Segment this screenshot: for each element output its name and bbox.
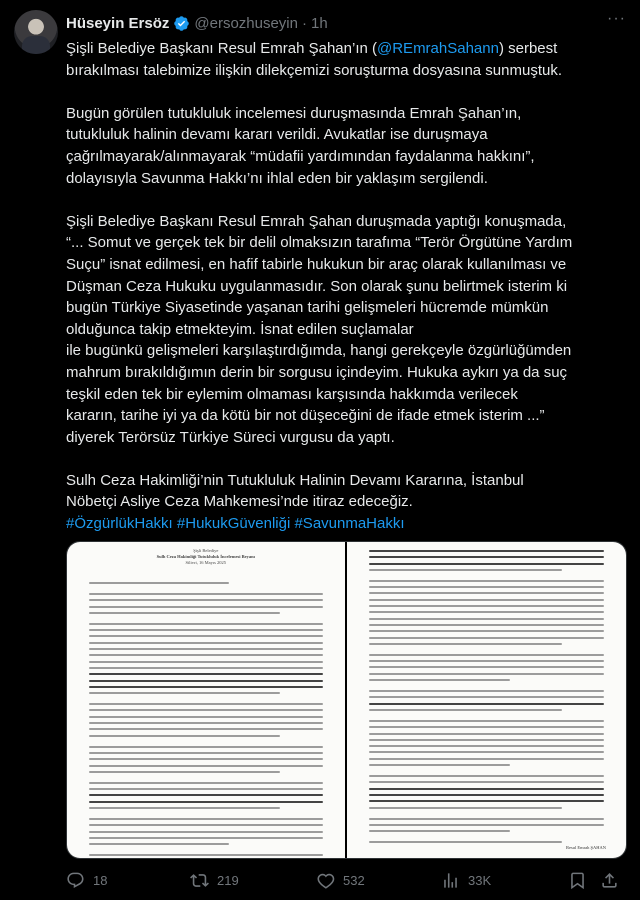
tweet-text: [66, 38, 626, 535]
mention-link[interactable]: @REmrahSahann: [377, 40, 499, 57]
author-avatar[interactable]: [14, 10, 58, 54]
document-text-line: [89, 635, 323, 637]
bookmark-button[interactable]: [568, 871, 587, 890]
document-text-line: [369, 709, 562, 711]
document-text-line: [89, 709, 323, 711]
reply-icon: [66, 871, 85, 890]
document-text-line: [89, 716, 323, 718]
document-text-line: [89, 801, 323, 803]
document-text-line: [369, 605, 605, 607]
document-text-lines: [89, 582, 323, 858]
text-line: Şişli Belediye Başkanı Resul Emrah Şahan duruşmada yaptığı konuşmada,: [66, 212, 567, 230]
document-text-line: [369, 556, 605, 558]
document-text-line: [369, 666, 605, 668]
document-text-line: [89, 831, 323, 833]
document-text-line: [369, 824, 605, 826]
text-line: Bugün görülen tutukluluk incelemesi duruşmasında Emrah Şahan’ın,: [66, 104, 522, 122]
document-text-line: [89, 642, 323, 644]
document-text-line: [369, 807, 562, 809]
tweet-paragraph-1: [66, 38, 626, 81]
text-line: bugün Türkiye Siyasetinde yaşanan tarihi gelişmeleri hücremde mümkün: [66, 299, 549, 317]
views-button[interactable]: [441, 871, 491, 890]
document-text-line: [369, 611, 605, 613]
document-text-line: [89, 612, 280, 614]
tweet-paragraph-2: [66, 103, 626, 189]
document-text-line: [369, 781, 605, 783]
heart-icon: [316, 871, 335, 890]
tweet-time[interactable]: 1h: [310, 14, 328, 32]
text-line: kararın, tarihe iyi ya da kötü bir not düşeceğini de ifade etmek isterim ...”: [66, 407, 545, 425]
hashtag-link[interactable]: #HukukGüvenliği: [176, 515, 291, 533]
document-text-line: [369, 637, 605, 639]
verified-badge-icon: [173, 15, 190, 32]
document-text-line: [369, 751, 605, 753]
document-text-line: [369, 733, 605, 735]
document-text-line: [369, 599, 605, 601]
document-header-line: Şişli Belediye: [193, 548, 219, 553]
document-text-line: [89, 606, 323, 608]
document-text-line: [89, 673, 323, 675]
document-page-left[interactable]: [67, 542, 347, 858]
document-text-line: [89, 661, 323, 663]
document-text-line: [369, 841, 562, 843]
document-text-line: [89, 599, 323, 601]
document-text-line: [369, 624, 605, 626]
document-text-line: [89, 746, 323, 748]
document-text-line: [89, 758, 323, 760]
text-line: dolayısıyla Savunma Hakkı’nı ihlal eden bir yaklaşım sergilendi.: [66, 169, 488, 187]
reply-button[interactable]: [66, 871, 107, 890]
document-text-line: [89, 680, 323, 682]
text-line: tutukluluk halinin devamı kararı verildi. Avukatlar ise duruşmaya: [66, 126, 488, 144]
text-line: ile bugünkü gelişmeleri karşılaştırdığımda, hangi gerekçeyle özgürlüğümden: [66, 342, 572, 360]
share-button[interactable]: [600, 871, 619, 890]
document-text-line: [369, 586, 605, 588]
document-text-line: [369, 654, 605, 656]
hashtag-link[interactable]: #SavunmaHakkı: [294, 515, 405, 533]
tweet-actions: [66, 868, 622, 892]
document-header: [67, 548, 345, 566]
document-text-line: [369, 745, 605, 747]
document-text-line: [89, 582, 229, 584]
document-text-line: [89, 623, 323, 625]
document-text-lines: [369, 550, 605, 847]
text-line: mahrum bırakıldığımın derin bir sorgusu içindeyim. Hukuka aykırı ya da suç: [66, 363, 568, 381]
document-text-line: [369, 794, 605, 796]
document-text-line: [89, 667, 323, 669]
document-text-line: [89, 854, 323, 856]
views-chart-icon: [441, 871, 460, 890]
document-text-line: [89, 837, 323, 839]
document-text-line: [369, 563, 605, 565]
document-text-line: [369, 618, 605, 620]
reply-count: 18: [93, 872, 108, 888]
author-name[interactable]: Hüseyin Ersöz: [66, 14, 170, 32]
document-text-line: [369, 800, 605, 802]
retweet-button[interactable]: [190, 871, 239, 890]
tweet-paragraph-3: [66, 211, 626, 449]
document-page-right[interactable]: [347, 542, 627, 858]
document-text-line: [369, 726, 605, 728]
document-header-line: Silivri, 16 Mayıs 2025: [185, 560, 226, 565]
like-button[interactable]: [316, 871, 365, 890]
document-text-line: [369, 696, 605, 698]
document-text-line: [369, 660, 605, 662]
author-handle[interactable]: @ersozhuseyin: [194, 14, 298, 32]
document-text-line: [89, 788, 323, 790]
text-line: bırakılması talebimize ilişkin dilekçemizi soruşturma dosyasına sunmuştuk.: [66, 61, 563, 79]
document-text-line: [369, 580, 605, 582]
document-text-line: [369, 739, 605, 741]
document-header-line: Sulh Ceza Hakimliği Tutukluluk İncelemesi Beyanı: [156, 554, 255, 559]
document-text-line: [89, 728, 323, 730]
document-text-line: [89, 692, 280, 694]
document-text-line: [369, 830, 510, 832]
views-count: 33K: [468, 872, 492, 888]
document-text-line: [369, 679, 510, 681]
retweet-icon: [190, 871, 209, 890]
document-text-line: [89, 782, 323, 784]
text-line: olduğunca takip etmekteyim. İsnat edilen suçlamalar: [66, 320, 414, 338]
document-text-line: [89, 654, 323, 656]
tweet-media[interactable]: [66, 541, 627, 859]
document-text-line: [369, 643, 562, 645]
document-text-line: [89, 686, 323, 688]
document-text-line: [369, 569, 562, 571]
share-icon: [600, 871, 619, 890]
header-separator: ·: [301, 14, 307, 32]
like-count: 532: [343, 872, 365, 888]
document-text-line: [89, 629, 323, 631]
document-text-line: [89, 722, 323, 724]
document-text-line: [89, 752, 323, 754]
document-text-line: [89, 843, 229, 845]
document-text-line: [89, 771, 280, 773]
more-dots-icon[interactable]: ···: [607, 10, 626, 27]
document-text-line: [89, 824, 323, 826]
document-text-line: [369, 550, 605, 552]
text-line: Nöbetçi Asliye Ceza Mahkemesi’nde itiraz edeceğiz.: [66, 493, 413, 511]
document-text-line: [369, 720, 605, 722]
tweet-paragraph-4: [66, 470, 626, 535]
document-text-line: [89, 807, 280, 809]
document-text-line: [369, 758, 605, 760]
text-line: “... Somut ve gerçek tek bir delil olmaksızın tarafıma “Terör Örgütüne Yardım: [66, 234, 573, 252]
document-text-line: [89, 648, 323, 650]
text-line: diyerek Terörsüz Türkiye Süreci vurgusu da yaptı.: [66, 428, 395, 446]
text-line: Sulh Ceza Hakimliği’nin Tutukluluk Halinin Devamı Kararına, İstanbul: [66, 471, 524, 489]
document-text-line: [89, 703, 323, 705]
text-line: çağrılmayarak/alınmayarak “müdafii yardımından faydalanma hakkını”,: [66, 147, 535, 165]
document-text-line: [369, 764, 510, 766]
bookmark-icon: [568, 871, 587, 890]
document-text-line: [369, 630, 605, 632]
document-text-line: [369, 775, 605, 777]
retweet-count: 219: [217, 872, 239, 888]
document-text-line: [369, 690, 605, 692]
document-text-line: [369, 818, 605, 820]
text-line: Şişli Belediye Başkanı Resul Emrah Şahan’ın (@REmrahSahann) serbest: [66, 40, 558, 57]
document-text-line: [89, 794, 323, 796]
document-text-line: [89, 593, 323, 595]
document-text-line: [369, 673, 605, 675]
document-text-line: [369, 592, 605, 594]
document-text-line: [369, 788, 605, 790]
tweet-header: [66, 12, 328, 34]
text-line: teşkil eden tek bir eylemim olmaması karşısında hakkımda verilecek: [66, 385, 518, 403]
text-line: Düşman Ceza Hukuku uygulanmasıdır. Son olarak şunu belirtmek isterim ki: [66, 277, 568, 295]
hashtag-line: [66, 513, 626, 535]
document-text-line: [369, 703, 605, 705]
document-text-line: [89, 735, 280, 737]
text-line: Suçu” isnat edilmesi, en hafif tabirle hukukun bir araç olarak kullanılması ve: [66, 255, 567, 273]
document-text-line: [89, 765, 323, 767]
document-text-line: [89, 818, 323, 820]
document-signature: Resul Emrah ŞAHAN: [566, 845, 606, 850]
hashtag-link[interactable]: #ÖzgürlükHakkı: [66, 515, 173, 533]
